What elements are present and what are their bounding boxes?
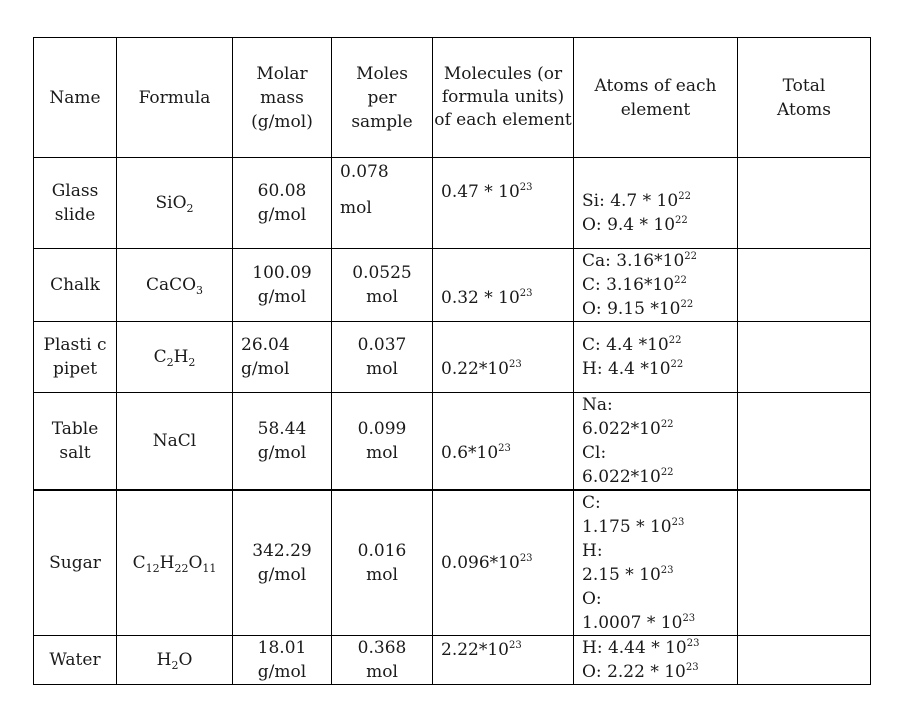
atom-count-line	[582, 539, 737, 563]
table-row	[34, 393, 871, 491]
header-moles: Moles per sample	[332, 38, 433, 158]
atom-count-line-exponent: 23	[671, 517, 685, 528]
atom-count-line	[582, 465, 737, 489]
molecules-value	[441, 551, 573, 575]
cell-molar-mass: 26.04 g/mol	[233, 322, 332, 393]
molecules-value-exponent: 23	[508, 359, 522, 370]
header-name: Name	[34, 38, 117, 158]
subscript: 2	[188, 356, 196, 369]
element-symbol: C	[169, 275, 183, 295]
header-total: Total Atoms	[738, 38, 871, 158]
molecules-value	[441, 286, 573, 310]
element-symbol: Si	[155, 193, 173, 213]
cell-total	[738, 393, 871, 491]
chemical-formula	[133, 553, 217, 573]
element-symbol: O	[182, 275, 197, 295]
cell-total	[738, 249, 871, 322]
cell-molecules	[433, 249, 574, 322]
cell-atoms	[574, 636, 738, 685]
atom-count-line	[582, 357, 737, 381]
cell-moles: 0.037 mol	[332, 322, 433, 393]
atom-count-line-coefficient: O:	[582, 589, 602, 609]
atom-count-line-coefficient: H: 4.4 *10	[582, 359, 671, 379]
atom-count-line-exponent: 23	[686, 638, 700, 649]
atom-count-line-coefficient: H:	[582, 541, 603, 561]
subscript: 2	[166, 356, 174, 369]
atom-count-line-coefficient: 1.0007 * 10	[582, 613, 683, 633]
header-molecules: Molecules (or formula units) of each element	[433, 38, 574, 158]
atom-count-line-exponent: 22	[660, 467, 674, 478]
atom-count-line-exponent: 22	[674, 275, 687, 286]
atom-count-line-coefficient: C: 3.16*10	[582, 275, 675, 295]
atom-count-line	[582, 563, 737, 587]
molecules-value-exponent: 23	[498, 443, 511, 454]
molecules-value-coefficient: 0.47 * 10	[441, 182, 520, 202]
table-row	[34, 490, 871, 636]
cell-name: Chalk	[34, 249, 117, 322]
molecules-value-coefficient: 0.096*10	[441, 553, 520, 573]
cell-moles: 0.016 mol	[332, 490, 433, 636]
cell-name: Sugar	[34, 490, 117, 636]
chemical-formula	[155, 193, 193, 213]
atom-count-line-coefficient: H: 4.44 * 10	[582, 638, 687, 658]
cell-atoms	[574, 158, 738, 249]
cell-name: Glass slide	[34, 158, 117, 249]
atom-count-line	[582, 611, 737, 635]
atom-count-line-exponent: 22	[680, 299, 694, 310]
table-row	[34, 636, 871, 685]
cell-name: Table salt	[34, 393, 117, 491]
atom-count-line	[582, 660, 737, 684]
molecules-value-exponent: 23	[519, 288, 533, 299]
cell-total	[738, 322, 871, 393]
moles-table	[33, 37, 871, 685]
atom-count-line-coefficient: 6.022*10	[582, 467, 661, 487]
atom-count-line-coefficient: 2.15 * 10	[582, 565, 661, 585]
molecules-value	[441, 441, 573, 465]
atom-count-line	[582, 515, 737, 539]
atom-count-line-exponent: 22	[675, 215, 688, 226]
cell-molar-mass: 60.08 g/mol	[233, 158, 332, 249]
atom-count-line	[582, 587, 737, 611]
atom-count-line	[582, 213, 737, 237]
cell-atoms	[574, 393, 738, 491]
cell-formula	[117, 249, 233, 322]
subscript: 12	[145, 562, 160, 575]
atom-count-line	[582, 297, 737, 321]
cell-name: Plasti c pipet	[34, 322, 117, 393]
cell-moles: 0.099 mol	[332, 393, 433, 491]
atom-count-line	[582, 249, 737, 273]
atom-count-line-exponent: 23	[685, 662, 699, 673]
cell-formula	[117, 393, 233, 491]
atom-count-line-exponent: 23	[660, 565, 674, 576]
atom-count-line	[582, 441, 737, 465]
subscript: 2	[186, 202, 194, 215]
atom-count-line-coefficient: Cl:	[582, 443, 607, 463]
element-symbol: H	[156, 650, 172, 670]
atom-count-line-coefficient: C: 4.4 *10	[582, 335, 669, 355]
cell-formula	[117, 158, 233, 249]
element-symbol: H	[159, 553, 175, 573]
element-symbol: O	[188, 553, 203, 573]
chemical-formula	[146, 275, 203, 295]
atom-count-line-exponent: 22	[684, 251, 697, 262]
cell-molecules	[433, 158, 574, 249]
moles-unit: mol	[340, 198, 372, 218]
atom-count-line-coefficient: Si: 4.7 * 10	[582, 191, 679, 211]
molecules-value	[441, 357, 573, 381]
molecules-value-coefficient: 0.22*10	[441, 359, 509, 379]
cell-moles: 0.0525 mol	[332, 249, 433, 322]
cell-molar-mass: 18.01 g/mol	[233, 636, 332, 685]
atom-count-line-coefficient: Na:	[582, 395, 613, 415]
cell-moles: 0.368 mol	[332, 636, 433, 685]
atom-count-line-coefficient: O: 2.22 * 10	[582, 662, 686, 682]
atom-count-line-exponent: 22	[678, 191, 691, 202]
header-row	[34, 38, 871, 158]
subscript: 22	[174, 562, 189, 575]
cell-molecules	[433, 322, 574, 393]
atom-count-line-exponent: 23	[682, 613, 696, 624]
atom-count-line-coefficient: C:	[582, 493, 601, 513]
molecules-value	[441, 638, 573, 662]
atom-count-line-exponent: 22	[668, 335, 682, 346]
table-row	[34, 249, 871, 322]
molecules-value-coefficient: 0.6*10	[441, 443, 499, 463]
cell-atoms	[574, 249, 738, 322]
cell-molar-mass: 58.44 g/mol	[233, 393, 332, 491]
cell-molar-mass: 100.09 g/mol	[233, 249, 332, 322]
cell-formula	[117, 490, 233, 636]
cell-atoms	[574, 490, 738, 636]
header-molar-mass: Molar mass (g/mol)	[233, 38, 332, 158]
element-symbol: H	[173, 347, 189, 367]
atom-count-line	[582, 636, 737, 660]
element-symbol: C	[132, 553, 146, 573]
subscript: 3	[196, 284, 204, 297]
atom-count-line	[582, 417, 737, 441]
header-atoms: Atoms of each element	[574, 38, 738, 158]
table-row	[34, 158, 871, 249]
cell-moles	[332, 158, 433, 249]
cell-molecules	[433, 636, 574, 685]
header-formula: Formula	[117, 38, 233, 158]
molecules-value-exponent: 23	[519, 182, 533, 193]
atom-count-line	[582, 491, 737, 515]
chemical-formula	[153, 431, 196, 451]
atom-count-line	[582, 393, 737, 417]
element-symbol: C	[153, 347, 167, 367]
atom-count-line	[582, 189, 737, 213]
molecules-value-exponent: 23	[508, 640, 522, 651]
atom-count-line	[582, 333, 737, 357]
atom-count-line-exponent: 22	[670, 359, 684, 370]
atom-count-line-coefficient: O: 9.15 *10	[582, 299, 681, 319]
subscript: 2	[171, 659, 179, 672]
atom-count-line-coefficient: 1.175 * 10	[582, 517, 672, 537]
moles-value: 0.078	[340, 162, 389, 182]
subscript: 11	[202, 562, 217, 575]
cell-total	[738, 636, 871, 685]
chemical-formula	[154, 347, 196, 367]
molecules-value	[441, 180, 573, 204]
cell-total	[738, 490, 871, 636]
atom-count-line	[582, 273, 737, 297]
cell-formula	[117, 636, 233, 685]
element-symbol: Ca	[145, 275, 170, 295]
atom-count-line-exponent: 22	[660, 419, 674, 430]
element-symbol: O	[172, 193, 187, 213]
cell-formula	[117, 322, 233, 393]
molecules-value-coefficient: 2.22*10	[441, 640, 509, 660]
atom-count-line-coefficient: O: 9.4 * 10	[582, 215, 676, 235]
element-symbol: NaCl	[152, 431, 197, 451]
chemical-formula	[157, 650, 193, 670]
atom-count-line-coefficient: 6.022*10	[582, 419, 661, 439]
table-row	[34, 322, 871, 393]
element-symbol: O	[178, 650, 193, 670]
cell-atoms	[574, 322, 738, 393]
atom-count-line-coefficient: Ca: 3.16*10	[582, 251, 685, 271]
molecules-value-exponent: 23	[519, 553, 533, 564]
cell-molecules	[433, 490, 574, 636]
cell-total	[738, 158, 871, 249]
cell-molar-mass: 342.29 g/mol	[233, 490, 332, 636]
cell-name: Water	[34, 636, 117, 685]
molecules-value-coefficient: 0.32 * 10	[441, 288, 520, 308]
cell-molecules	[433, 393, 574, 491]
